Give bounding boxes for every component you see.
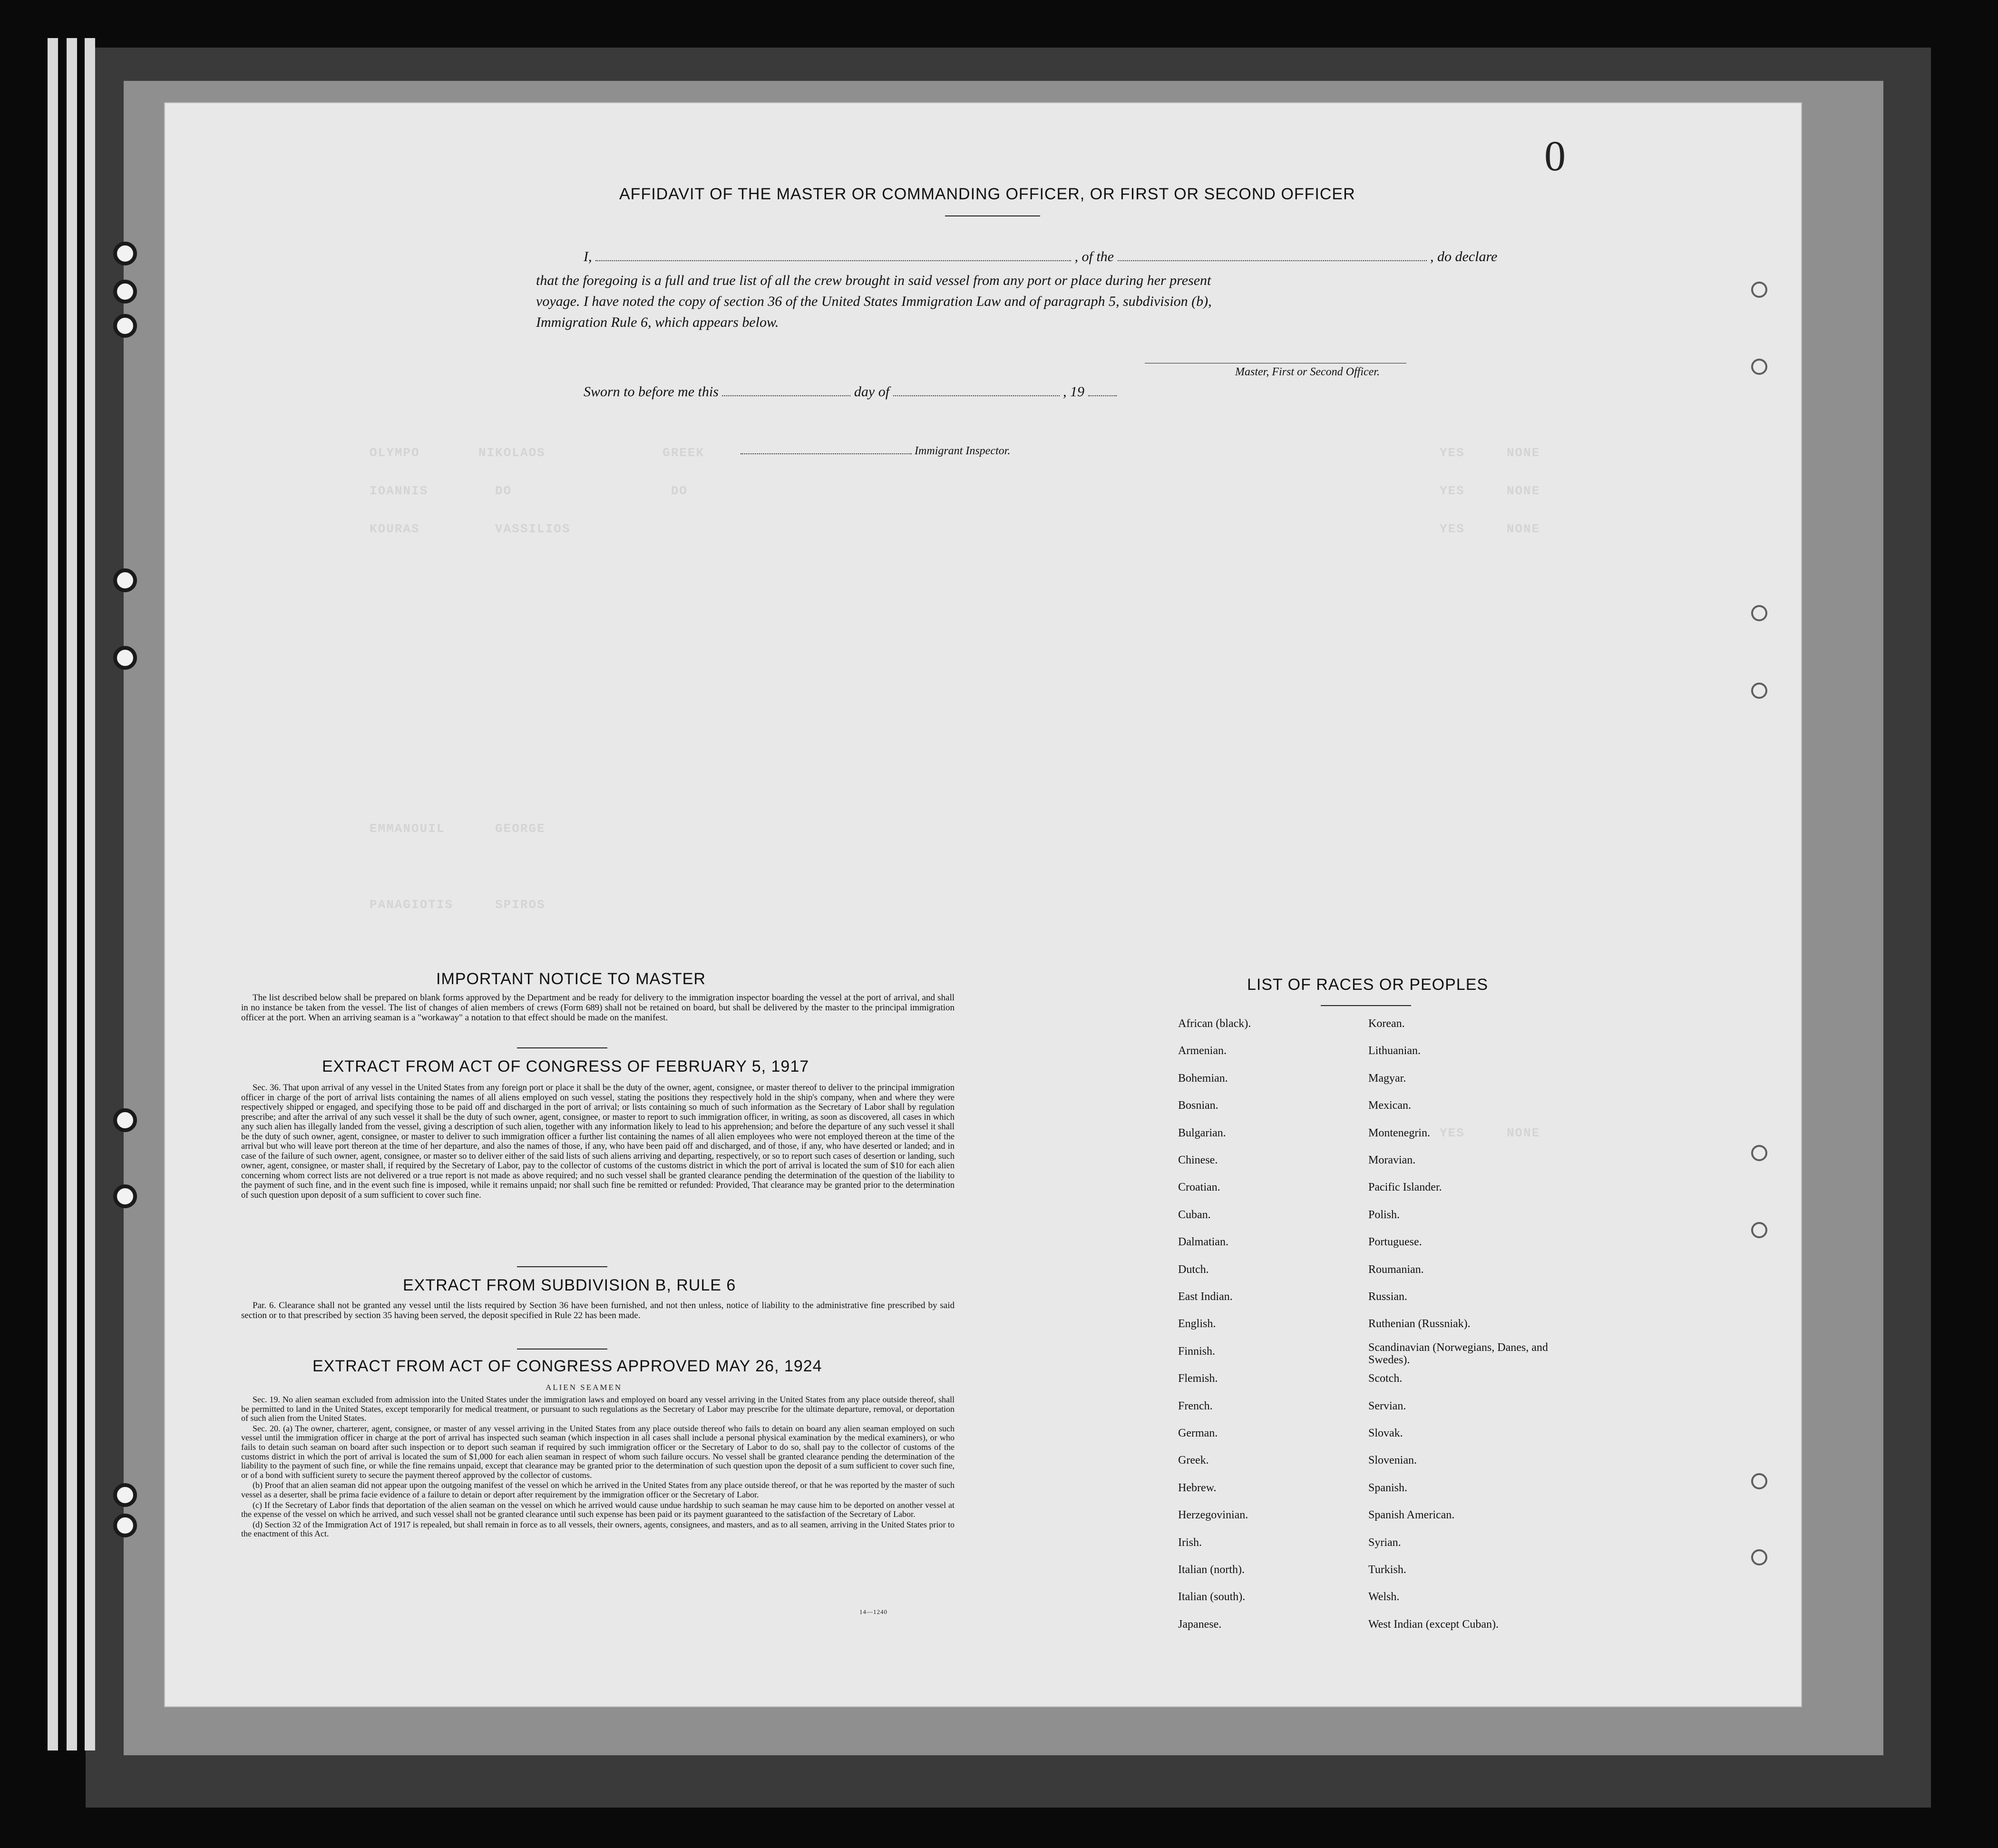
binder-ring: [1751, 282, 1767, 298]
race-item: Japanese.: [1178, 1618, 1222, 1631]
binder-ring: [1751, 683, 1767, 699]
race-item: Korean.: [1368, 1017, 1405, 1030]
race-item: Hebrew.: [1178, 1481, 1217, 1494]
race-item: Dutch.: [1178, 1263, 1209, 1276]
form-code: 14—1240: [859, 1608, 887, 1615]
affidavit-title: AFFIDAVIT OF THE MASTER OR COMMANDING OFFICER, OR FIRST OR SECOND OFFICER: [619, 185, 1355, 203]
race-item: English.: [1178, 1318, 1216, 1330]
year-prefix: , 19: [1063, 384, 1085, 400]
race-item: Chinese.: [1178, 1154, 1218, 1166]
race-item: Scandinavian (Norwegians, Danes, and Swedes).: [1368, 1341, 1548, 1366]
race-item: Flemish.: [1178, 1372, 1218, 1385]
binder-ring: [1751, 1145, 1767, 1161]
section-20d-paragraph: (d) Section 32 of the Immigration Act of 1917 is repealed, but shall remain in force as to all vessels, their owners, agents, consignees, and masters, and as to all seamen, arriving in the United States prior to the enactment of this Act.: [241, 1519, 955, 1539]
section-20a-paragraph: Sec. 20. (a) The owner, charterer, agent, consignee, or master of any vessel arriving in the United States from any place outside thereof who fails to detain on board any alien seaman employed on such vessel until the immigration officer in charge at the port of arrival has inspected such seaman (which inspection in all cases shall include a personal physical examination by the medical examiners), or who fails to detain such seaman on board after such inspection or to deport such seaman if required by such immigration officer or the Secretary of Labor to do so, shall pay to the collector of customs of the customs district in which the port of arrival is located the sum of $1,000 for each alien seaman in respect of whom such failure occurs. No vessel shall be granted clearance pending the determination of the liability to the payment of such fine, or while the fine remains unpaid, except that clearance may be granted prior to the determination of such question upon the deposit of a sum sufficient to cover such fine, or of a bond with sufficient surety to secure the payment thereof approved by the collector of customs.: [241, 1423, 955, 1480]
extract-1917-divider: [517, 1266, 607, 1267]
race-item: Bohemian.: [1178, 1072, 1228, 1085]
race-item: Herzegovinian.: [1178, 1509, 1248, 1522]
binder-hole: [113, 568, 137, 592]
race-item: Cuban.: [1178, 1208, 1211, 1221]
day-of-text: day of: [854, 384, 890, 400]
race-item: Moravian.: [1368, 1154, 1416, 1166]
affidavit-declare: , do declare: [1430, 249, 1498, 264]
month-blank[interactable]: [893, 389, 1060, 396]
race-item: Servian.: [1368, 1399, 1406, 1412]
binder-hole: [113, 1514, 137, 1537]
extract-1917-text: [241, 1083, 955, 1201]
affidavit-line-3: voyage. I have noted the copy of section 36 of the United States Immigration Law and of paragraph 5, subdivision (b),: [536, 293, 1212, 309]
affidavit-line-1: [584, 249, 1497, 265]
vessel-blank[interactable]: [1118, 254, 1427, 261]
binder-hole: [113, 242, 137, 265]
page-edge-left-2: [67, 38, 77, 1750]
race-item: East Indian.: [1178, 1291, 1233, 1303]
binder-hole: [113, 1184, 137, 1208]
race-item: Bosnian.: [1178, 1099, 1218, 1112]
inspector-signature-blank[interactable]: [741, 447, 912, 454]
race-item: Pacific Islander.: [1368, 1181, 1442, 1194]
race-item: Welsh.: [1368, 1591, 1400, 1604]
extract-1924-title: EXTRACT FROM ACT OF CONGRESS APPROVED MAY 26, 1924: [312, 1357, 822, 1375]
race-item: Roumanian.: [1368, 1263, 1424, 1276]
binder-hole: [113, 314, 137, 338]
race-item: Scotch.: [1368, 1372, 1403, 1385]
race-item: French.: [1178, 1399, 1213, 1412]
notice-divider: [517, 1047, 607, 1048]
affidavit-page: [164, 102, 1802, 1707]
race-item: Ruthenian (Russniak).: [1368, 1318, 1471, 1330]
title-divider: [945, 215, 1040, 216]
race-item: Polish.: [1368, 1208, 1400, 1221]
race-item: Spanish.: [1368, 1481, 1408, 1494]
binder-ring: [1751, 605, 1767, 621]
sworn-day-blank[interactable]: [722, 389, 850, 396]
inspector-line: [741, 445, 1010, 458]
affidavit-i: I,: [584, 249, 592, 264]
notice-title: IMPORTANT NOTICE TO MASTER: [436, 970, 706, 988]
notice-paragraph: The list described below shall be prepared on blank forms approved by the Department and be ready for delivery to the immigration inspector boarding the vessel at the port of arrival, and shall in no instance be taken from the vessel. The list of changes of alien members of crews (Form 689) shall not be retained on board, but shall be delivered by the master to the principal immigration officer at the port. When an arriving seaman is a "workaway" a notation to that effect should be made on the manifest.: [241, 993, 955, 1023]
race-item: West Indian (except Cuban).: [1368, 1618, 1499, 1631]
inspector-caption: Immigrant Inspector.: [915, 445, 1011, 457]
binder-hole: [113, 280, 137, 303]
race-item: Slovak.: [1368, 1427, 1403, 1439]
section-20b-paragraph: (b) Proof that an alien seaman did not appear upon the outgoing manifest of the vessel on which he arrived in the United States from any place outside thereof, or that he was reported by the master of such vessel as a deserter, shall be prima facie evidence of a failure to detain or deport after requirement by the immigration officer or the Secretary of Labor.: [241, 1480, 955, 1499]
section-19-paragraph: Sec. 19. No alien seaman excluded from admission into the United States under the immigration laws and employed on board any vessel arriving in the United States from any place outside thereof, shall be permitted to land in the United States, except temporarily for medical treatment, or pursuant to such regulations as the Secretary of Labor may prescribe for the ultimate departure, removal, or deportation of such alien from the United States.: [241, 1395, 955, 1423]
section-36-paragraph: Sec. 36. That upon arrival of any vessel in the United States from any foreign port or place it shall be the duty of the owner, agent, consignee, or master thereof to deliver to the principal immigration officer in charge of the port of arrival lists containing the names of all aliens employed on such vessel, stating the positions they respectively hold in the ship's company, when and where they were respectively shipped or engaged, and specifying those to be paid off and discharged in the port of arrival; or lists containing so much of such information as the Secretary of Labor shall by regulation prescribe; and after the arrival of any such vessel it shall be the duty of such owner, agent, consignee, or master to report to such immigration officer, in writing, as soon as discovered, all cases in which any such alien has illegally landed from the vessel, giving a description of such alien, together with any information likely to lead to his apprehension; and before the departure of any such vessel it shall be the duty of such owner, agent, consignee, or master to deliver to such immigration officer a further list containing the names of all alien employees who were not employed thereon at the time of the arrival but who will leave port thereon at the time of her departure, and also the names of those, if any, who have been paid off and discharged, and of those, if any, who have deserted or landed; and in case of the failure of such owner, agent, consignee, or master so to deliver either of the said lists of such aliens arriving and departing, respectively, or so to report such cases of desertion or landing, such owner, agent, consignee, or master shall, if required by the Secretary of Labor, pay to the collector of customs of the customs district in which the port of arrival is located the sum of $10 for each alien concerning whom correct lists are not delivered or a true report is not made as above required; and no such vessel shall be granted clearance pending the determination of the question of the liability to the payment of such fine, and in the event such fine is imposed, while it remains unpaid; nor shall such fine be remitted or refunded: Provided, That clearance may be granted prior to the determination of such question upon deposit of a sum sufficient to cover such fine.: [241, 1083, 955, 1200]
page-edge-left-3: [85, 38, 95, 1750]
handwritten-mark: 0: [1544, 133, 1566, 180]
extract-1924-text: [241, 1395, 955, 1540]
race-item: African (black).: [1178, 1017, 1251, 1030]
race-item: Montenegrin.: [1368, 1126, 1430, 1139]
race-item: Irish.: [1178, 1536, 1202, 1549]
subdivision-title: EXTRACT FROM SUBDIVISION B, RULE 6: [403, 1276, 736, 1294]
races-divider: [1321, 1005, 1411, 1006]
binder-ring: [1751, 1222, 1767, 1238]
race-item: Croatian.: [1178, 1181, 1220, 1194]
master-caption: Master, First or Second Officer.: [1235, 366, 1380, 378]
binder-hole: [113, 1108, 137, 1132]
binder-ring: [1751, 1549, 1767, 1565]
binder-ring: [1751, 359, 1767, 375]
race-item: Syrian.: [1368, 1536, 1401, 1549]
year-blank[interactable]: [1088, 389, 1117, 396]
race-item: Russian.: [1368, 1291, 1408, 1303]
races-title: LIST OF RACES OR PEOPLES: [1247, 976, 1489, 994]
section-20c-paragraph: (c) If the Secretary of Labor finds that deportation of the alien seaman on the vessel on which he arrived would cause undue hardship to such seaman he may cause him to be deported on another vessel at the expense of the vessel on which he arrived, and such vessel shall not be granted clearance until such expense has been paid or its payment guaranteed to the satisfaction of the Secretary of Labor.: [241, 1500, 955, 1519]
race-item: German.: [1178, 1427, 1218, 1439]
subdivision-text: [241, 1300, 955, 1321]
page-edge-left: [48, 38, 58, 1750]
sworn-line: [584, 384, 1117, 400]
race-item: Spanish American.: [1368, 1509, 1455, 1522]
name-blank[interactable]: [595, 254, 1071, 261]
race-item: Finnish.: [1178, 1345, 1216, 1358]
race-item: Turkish.: [1368, 1564, 1406, 1576]
sworn-text: Sworn to before me this: [584, 384, 719, 400]
binder-hole: [113, 646, 137, 670]
paragraph-6: Par. 6. Clearance shall not be granted any vessel until the lists required by Section 36 have been furnished, and not then unless, notice of liability to the administrative fine prescribed by said section or to that prescribed by section 35 having been served, the deposit specified in Rule 22 has been made.: [241, 1300, 955, 1320]
extract-1917-title: EXTRACT FROM ACT OF CONGRESS OF FEBRUARY 5, 1917: [322, 1057, 809, 1076]
affidavit-line-2: that the foregoing is a full and true list of all the crew brought in said vessel from any port or place during her present: [536, 273, 1211, 288]
race-item: Greek.: [1178, 1454, 1209, 1467]
race-item: Mexican.: [1368, 1099, 1411, 1112]
notice-text: [241, 993, 955, 1024]
race-item: Lithuanian.: [1368, 1045, 1421, 1057]
alien-seamen-subtitle: ALIEN SEAMEN: [546, 1383, 623, 1392]
race-item: Armenian.: [1178, 1045, 1227, 1057]
binder-hole: [113, 1483, 137, 1507]
race-item: Bulgarian.: [1178, 1126, 1226, 1139]
bleed-through-layer: OLYMPO NIKOLAOS GREEK IOANNIS DO DO KOURAS VASSILIOS EMMANOUIL GEORGE PANAGIOTIS SPIROS YES NONE YES NONE YES NONE YES NONE: [370, 446, 1540, 1140]
race-item: Magyar.: [1368, 1072, 1406, 1085]
binder-ring: [1751, 1473, 1767, 1489]
race-item: Slovenian.: [1368, 1454, 1417, 1467]
race-item: Italian (north).: [1178, 1564, 1245, 1576]
race-item: Portuguese.: [1368, 1236, 1422, 1249]
affidavit-of-the: , of the: [1074, 249, 1114, 264]
race-item: Italian (south).: [1178, 1591, 1246, 1604]
race-item: Dalmatian.: [1178, 1236, 1228, 1249]
affidavit-line-4: Immigration Rule 6, which appears below.: [536, 314, 779, 330]
